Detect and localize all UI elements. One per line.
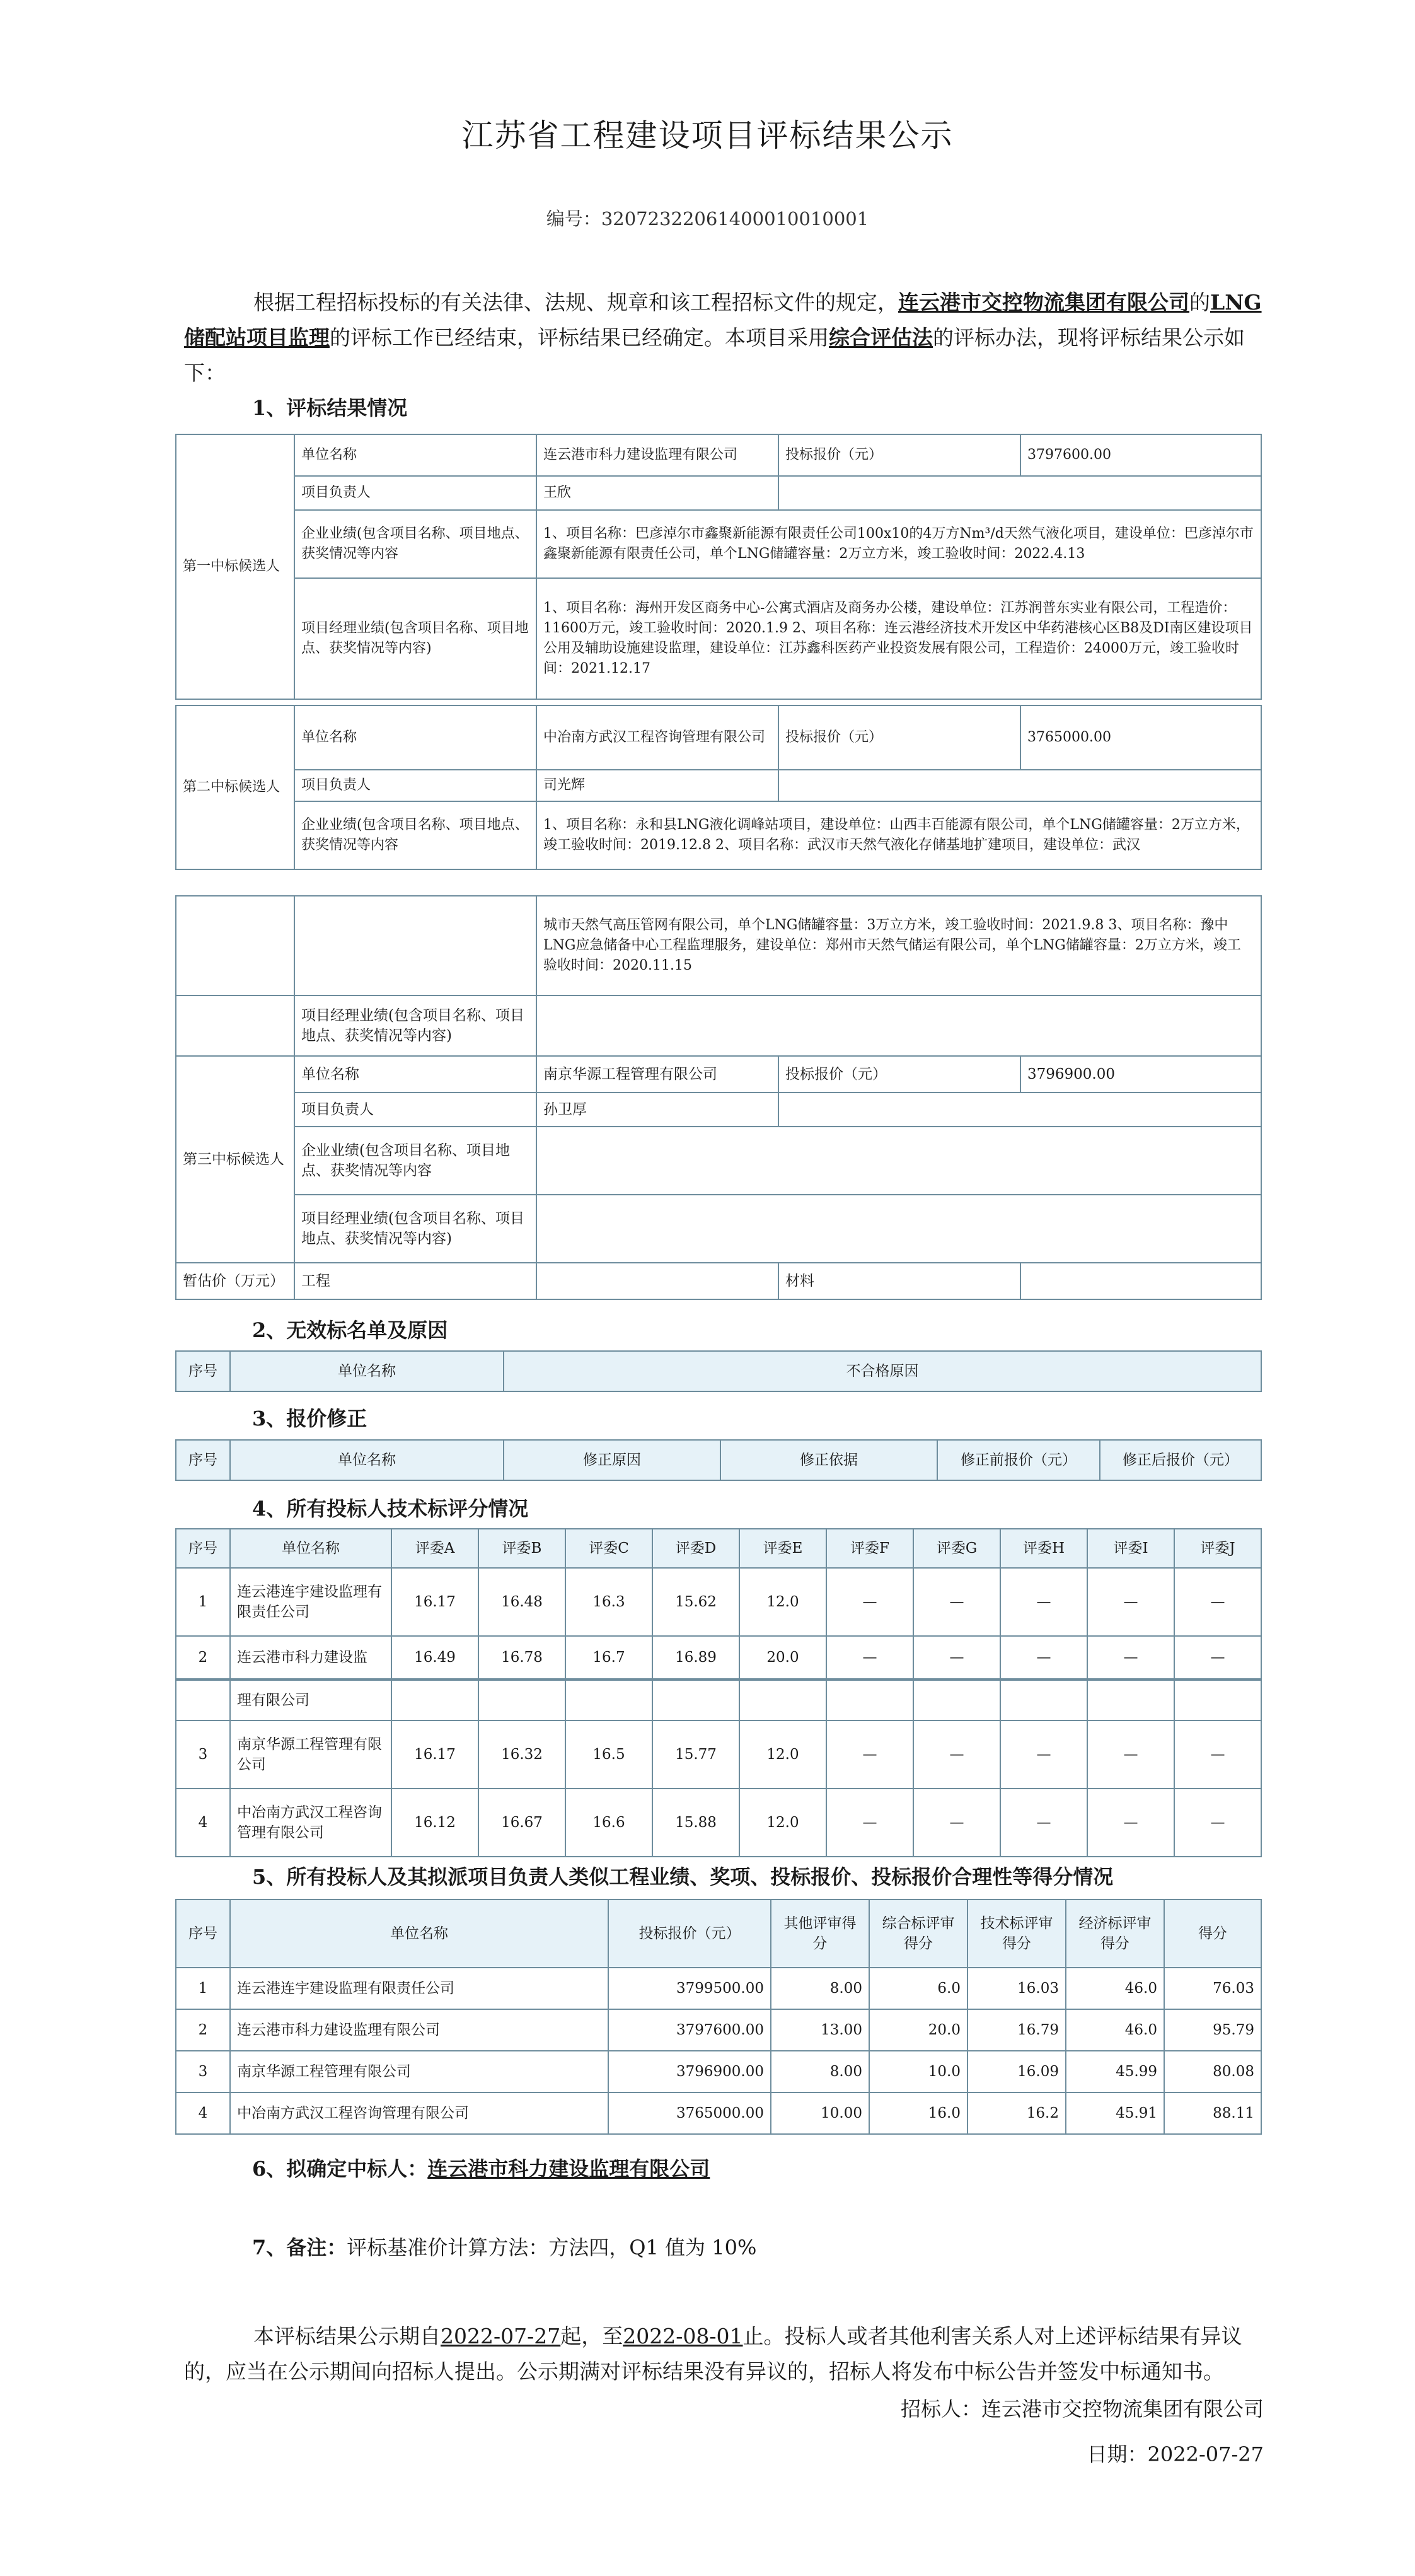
- table-cell: [478, 1680, 565, 1720]
- label-company-perf: 企业业绩(包含项目名称、项目地点、获奖情况等内容: [294, 510, 536, 578]
- table-cell: 3: [176, 1720, 230, 1789]
- table-cell: 3799500.00: [608, 1968, 771, 2009]
- candidate-price: 3797600.00: [1020, 434, 1261, 476]
- column-header: 综合标评审得分: [869, 1900, 967, 1968]
- table-cell: —: [913, 1720, 1000, 1789]
- column-header: 序号: [176, 1529, 230, 1568]
- table-cell: 16.48: [478, 1568, 565, 1636]
- document-code: [0, 205, 1415, 231]
- empty-cell: [778, 1093, 1261, 1127]
- table-cell: 16.6: [565, 1789, 652, 1857]
- table-cell: [739, 1680, 826, 1720]
- table-cell: 16.2: [967, 2092, 1066, 2134]
- table-row: [176, 896, 1261, 995]
- column-header: 不合格原因: [504, 1351, 1261, 1391]
- intro-paragraph: [184, 285, 1268, 391]
- notice-text-3: 止。投标人或者其他利害关系人对上述评标结果有异议的，应当在公示期间向招标人提出。公示期满对评标结果没有异议的，招标人将发布中标公告并签发中标通知书。: [184, 2324, 1242, 2384]
- table-cell: [1087, 1680, 1174, 1720]
- empty-cell: [1020, 1263, 1261, 1299]
- label-project-leader: 项目负责人: [294, 1093, 536, 1127]
- table-header-row: [176, 1529, 1261, 1568]
- candidate-company-perf: [536, 1127, 1261, 1195]
- column-header: 单位名称: [230, 1900, 608, 1968]
- section-2-title: 2、无效标名单及原因: [252, 1318, 448, 1342]
- intro-text-4: 的评标办法，现将评标结果公示如下：: [184, 325, 1245, 385]
- table-cell: 46.0: [1066, 2009, 1164, 2051]
- label-materials: 材料: [778, 1263, 1020, 1299]
- table-cell: —: [1174, 1789, 1261, 1857]
- table-cell: —: [913, 1568, 1000, 1636]
- table-cell: 连云港连宇建设监理有限责任公司: [230, 1968, 608, 2009]
- section-4-title: 4、所有投标人技术标评分情况: [252, 1497, 529, 1521]
- table-cell: 16.49: [391, 1636, 478, 1679]
- intro-text-3: 的评标工作已经结束，评标结果已经确定。本项目采用: [330, 325, 829, 350]
- empty-cell: [294, 896, 536, 995]
- remark-text: 评标基准价计算方法：方法四，Q1 值为 10%: [347, 2236, 757, 2260]
- table-cell: [826, 1680, 913, 1720]
- table-cell: 4: [176, 2092, 230, 2134]
- date-label: 日期：: [1087, 2442, 1148, 2466]
- label-manager-perf: 项目经理业绩(包含项目名称、项目地点、获奖情况等内容): [294, 578, 536, 699]
- table-cell: 连云港市科力建设监理有限公司: [230, 2009, 608, 2051]
- table-row: [176, 1056, 1261, 1093]
- label-company-perf: 企业业绩(包含项目名称、项目地点、获奖情况等内容: [294, 801, 536, 869]
- table-cell: 12.0: [739, 1568, 826, 1636]
- table-cell: [176, 1680, 230, 1720]
- table-cell: 16.3: [565, 1568, 652, 1636]
- column-header: 投标报价（元）: [608, 1900, 771, 1968]
- candidate-company-perf: 1、项目名称：巴彦淖尔市鑫聚新能源有限责任公司100x10的4万方Nm³/d天然气液化项目，建设单位：巴彦淖尔市鑫聚新能源有限责任公司，单个LNG储罐容量：2万立方米，竣工验收时间：2022.4.13: [536, 510, 1261, 578]
- table-cell: [565, 1680, 652, 1720]
- column-header: 评委D: [652, 1529, 739, 1568]
- candidate-leader: 孙卫厚: [536, 1093, 778, 1127]
- table-cell: 12.0: [739, 1720, 826, 1789]
- table-cell: 46.0: [1066, 1968, 1164, 2009]
- label-unit-name: 单位名称: [294, 1056, 536, 1093]
- column-header: 评委B: [478, 1529, 565, 1568]
- section-7-label: 7、备注：: [252, 2236, 347, 2260]
- column-header: 序号: [176, 1900, 230, 1968]
- table-row: [176, 1093, 1261, 1127]
- table-row: [176, 705, 1261, 770]
- table-cell: 13.00: [771, 2009, 869, 2051]
- table-cell: —: [1174, 1568, 1261, 1636]
- label-company-perf: 企业业绩(包含项目名称、项目地点、获奖情况等内容: [294, 1127, 536, 1195]
- table-cell: 16.32: [478, 1720, 565, 1789]
- table-cell: 12.0: [739, 1789, 826, 1857]
- table-cell: 15.88: [652, 1789, 739, 1857]
- winning-bidder: 连云港市科力建设监理有限公司: [427, 2157, 710, 2181]
- table-cell: 连云港市科力建设监: [230, 1636, 391, 1679]
- table-row: [176, 434, 1261, 476]
- table-cell: 16.67: [478, 1789, 565, 1857]
- candidate-unit: 南京华源工程管理有限公司: [536, 1056, 778, 1093]
- column-header: 单位名称: [230, 1440, 504, 1480]
- signature-block: [901, 2386, 1264, 2477]
- table-cell: 6.0: [869, 1968, 967, 2009]
- table-cell: —: [826, 1636, 913, 1679]
- table-row: [176, 770, 1261, 801]
- intro-project: LNG储配站项目监理: [184, 290, 1262, 350]
- page-title: 江苏省工程建设项目评标结果公示: [461, 117, 954, 154]
- table-cell: 南京华源工程管理有限公司: [230, 1720, 391, 1789]
- table-cell: 8.00: [771, 1968, 869, 2009]
- notice-paragraph: [184, 2319, 1268, 2389]
- column-header: 评委G: [913, 1529, 1000, 1568]
- column-header: 序号: [176, 1440, 230, 1480]
- section-5-title: 5、所有投标人及其拟派项目负责人类似工程业绩、奖项、投标报价、投标报价合理性等得分情况: [252, 1865, 1114, 1889]
- table-cell: 连云港连宇建设监理有限责任公司: [230, 1568, 391, 1636]
- table-cell: —: [1000, 1789, 1087, 1857]
- empty-cell: [536, 1263, 778, 1299]
- table-cell: 16.79: [967, 2009, 1066, 2051]
- column-header: 序号: [176, 1351, 230, 1391]
- table-row: [176, 476, 1261, 510]
- evaluation-result-table-second: [175, 705, 1262, 870]
- price-correction-table: [175, 1439, 1262, 1481]
- table-row: [176, 801, 1261, 869]
- table-row: [176, 578, 1261, 699]
- candidate-manager-perf: 1、项目名称：海州开发区商务中心-公寓式酒店及商务办公楼，建设单位：江苏润普东实业有限公司，工程造价：11600万元，竣工验收时间：2020.1.9 2、项目名称：连云港经济技术开发区中华药港核心区B8及DI南区建设项目公用及辅助设施建设监理，建设单位：江苏鑫科医药产业投资发展有限公司，工程造价：24000万元，竣工验收时间：2021.12.17: [536, 578, 1261, 699]
- column-header: 评委J: [1174, 1529, 1261, 1568]
- evaluation-result-table: [175, 434, 1262, 700]
- candidate-manager-perf: [536, 1195, 1261, 1263]
- signature-tenderer: [901, 2386, 1264, 2432]
- table-cell: —: [913, 1789, 1000, 1857]
- table-cell: 80.08: [1164, 2051, 1261, 2092]
- table-cell: 16.78: [478, 1636, 565, 1679]
- column-header: 经济标评审得分: [1066, 1900, 1164, 1968]
- candidate-manager-perf: [536, 995, 1261, 1056]
- table-cell: 3796900.00: [608, 2051, 771, 2092]
- label-engineering: 工程: [294, 1263, 536, 1299]
- table-cell: 2: [176, 1636, 230, 1679]
- label-project-leader: 项目负责人: [294, 770, 536, 801]
- section-6-label: 6、拟确定中标人：: [252, 2157, 428, 2181]
- column-header: 技术标评审得分: [967, 1900, 1066, 1968]
- table-cell: [391, 1680, 478, 1720]
- table-row: [176, 510, 1261, 578]
- table-cell: 45.99: [1066, 2051, 1164, 2092]
- label-manager-perf: 项目经理业绩(包含项目名称、项目地点、获奖情况等内容): [294, 995, 536, 1056]
- date-value: 2022-07-27: [1147, 2442, 1264, 2466]
- intro-text-2: 的: [1189, 290, 1210, 315]
- intro-method: 综合评估法: [829, 325, 933, 350]
- table-cell: 16.0: [869, 2092, 967, 2134]
- table-cell: 20.0: [869, 2009, 967, 2051]
- table-cell: 16.12: [391, 1789, 478, 1857]
- column-header: 修正前报价（元）: [937, 1440, 1100, 1480]
- label-unit-name: 单位名称: [294, 434, 536, 476]
- column-header: 其他评审得分: [771, 1900, 869, 1968]
- table-row: [176, 2051, 1261, 2092]
- empty-cell: [176, 995, 294, 1056]
- table-cell: 1: [176, 1568, 230, 1636]
- table-cell: 76.03: [1164, 1968, 1261, 2009]
- table-cell: 10.0: [869, 2051, 967, 2092]
- table-row: [176, 1636, 1261, 1679]
- label-bid-price: 投标报价（元）: [778, 1056, 1020, 1093]
- table-cell: —: [1087, 1720, 1174, 1789]
- code-value: 32072322061400010010001: [601, 208, 869, 229]
- table-cell: 20.0: [739, 1636, 826, 1679]
- table-cell: —: [826, 1720, 913, 1789]
- table-cell: —: [1087, 1568, 1174, 1636]
- column-header: 评委F: [826, 1529, 913, 1568]
- table-cell: —: [826, 1789, 913, 1857]
- table-row: [176, 1968, 1261, 2009]
- table-cell: 8.00: [771, 2051, 869, 2092]
- code-label: 编号：: [546, 208, 601, 229]
- table-row: [176, 1195, 1261, 1263]
- candidate-company-perf: 1、项目名称：永和县LNG液化调峰站项目，建设单位：山西丰百能源有限公司，单个LNG储罐容量：2万立方米，竣工验收时间：2019.12.8 2、项目名称：武汉市天然气液化存储基地扩建项目，建设单位：武汉: [536, 801, 1261, 869]
- table-cell: 95.79: [1164, 2009, 1261, 2051]
- table-cell: 16.5: [565, 1720, 652, 1789]
- section-6-title: [252, 2153, 710, 2182]
- intro-text-1: 根据工程招标投标的有关法律、法规、规章和该工程招标文件的规定，: [253, 290, 898, 315]
- candidate-price: 3796900.00: [1020, 1056, 1261, 1093]
- label-manager-perf: 项目经理业绩(包含项目名称、项目地点、获奖情况等内容): [294, 1195, 536, 1263]
- section-7-title: [252, 2232, 756, 2261]
- technical-score-table: [175, 1528, 1262, 1680]
- table-cell: 16.7: [565, 1636, 652, 1679]
- tenderer-name: 连云港市交控物流集团有限公司: [981, 2397, 1264, 2421]
- table-cell: 中冶南方武汉工程咨询管理有限公司: [230, 1789, 391, 1857]
- table-row: [176, 1680, 1261, 1720]
- column-header: 评委A: [391, 1529, 478, 1568]
- table-cell: [652, 1680, 739, 1720]
- table-header-row: [176, 1440, 1261, 1480]
- table-cell: 16.09: [967, 2051, 1066, 2092]
- table-cell: 3797600.00: [608, 2009, 771, 2051]
- column-header: 评委E: [739, 1529, 826, 1568]
- evaluation-result-table-continued: [175, 895, 1262, 1300]
- column-header: 修正后报价（元）: [1100, 1440, 1261, 1480]
- table-cell: —: [1000, 1636, 1087, 1679]
- invalid-bid-table: [175, 1350, 1262, 1392]
- table-cell: [1000, 1680, 1087, 1720]
- empty-cell: [778, 476, 1261, 510]
- signature-date: [901, 2432, 1264, 2477]
- notice-end-date: 2022-08-01: [623, 2324, 743, 2348]
- candidate-leader: 王欣: [536, 476, 778, 510]
- table-cell: 88.11: [1164, 2092, 1261, 2134]
- label-unit-name: 单位名称: [294, 705, 536, 770]
- column-header: 评委I: [1087, 1529, 1174, 1568]
- notice-text-2: 起，至: [560, 2324, 623, 2348]
- table-cell: [1174, 1680, 1261, 1720]
- table-cell: 16.17: [391, 1720, 478, 1789]
- table-row: [176, 995, 1261, 1056]
- section-3-title: 3、报价修正: [252, 1407, 367, 1430]
- candidate-leader: 司光辉: [536, 770, 778, 801]
- notice-start-date: 2022-07-27: [441, 2324, 561, 2348]
- candidate-unit: 中冶南方武汉工程咨询管理有限公司: [536, 705, 778, 770]
- candidate-unit: 连云港市科力建设监理有限公司: [536, 434, 778, 476]
- table-cell: 10.00: [771, 2092, 869, 2134]
- technical-score-table-continued: [175, 1680, 1262, 1857]
- table-row: [176, 1127, 1261, 1195]
- column-header: 评委C: [565, 1529, 652, 1568]
- table-cell: 16.17: [391, 1568, 478, 1636]
- table-cell: 1: [176, 1968, 230, 2009]
- table-cell: 16.03: [967, 1968, 1066, 2009]
- column-header: 单位名称: [230, 1351, 504, 1391]
- table-cell: 3: [176, 2051, 230, 2092]
- table-header-row: [176, 1900, 1261, 1968]
- section-1-title: 1、评标结果情况: [252, 396, 408, 420]
- candidate-rank: 第三中标候选人: [176, 1056, 294, 1263]
- table-cell: —: [1174, 1636, 1261, 1679]
- table-row: [176, 1263, 1261, 1299]
- table-cell: 4: [176, 1789, 230, 1857]
- score-table: [175, 1899, 1262, 2135]
- column-header: 得分: [1164, 1900, 1261, 1968]
- table-row: [176, 1789, 1261, 1857]
- empty-cell: [176, 896, 294, 995]
- table-header-row: [176, 1351, 1261, 1391]
- table-cell: —: [1000, 1568, 1087, 1636]
- intro-tenderer: 连云港市交控物流集团有限公司: [898, 290, 1189, 315]
- column-header: 修正原因: [504, 1440, 720, 1480]
- table-cell: —: [1174, 1720, 1261, 1789]
- notice-text-1: 本评标结果公示期自: [253, 2324, 441, 2348]
- table-cell: —: [1087, 1789, 1174, 1857]
- table-cell: —: [826, 1568, 913, 1636]
- candidate-company-perf-cont: 城市天然气高压管网有限公司，单个LNG储罐容量：3万立方米，竣工验收时间：2021.9.8 3、项目名称：豫中LNG应急储备中心工程监理服务，建设单位：郑州市天然气储运有限公司，单个LNG储罐容量：2万立方米，竣工验收时间：2020.11.15: [536, 896, 1261, 995]
- table-row: [176, 2009, 1261, 2051]
- table-cell: —: [1087, 1636, 1174, 1679]
- table-cell: [913, 1680, 1000, 1720]
- label-project-leader: 项目负责人: [294, 476, 536, 510]
- table-cell: 16.89: [652, 1636, 739, 1679]
- table-cell: 南京华源工程管理有限公司: [230, 2051, 608, 2092]
- tenderer-label: 招标人：: [900, 2397, 981, 2421]
- table-cell: —: [1000, 1720, 1087, 1789]
- label-provisional: 暂估价（万元）: [176, 1263, 294, 1299]
- table-cell: 15.77: [652, 1720, 739, 1789]
- table-cell: 理有限公司: [230, 1680, 391, 1720]
- candidate-rank: 第一中标候选人: [176, 434, 294, 699]
- table-row: [176, 2092, 1261, 2134]
- table-cell: 45.91: [1066, 2092, 1164, 2134]
- table-cell: 中冶南方武汉工程咨询管理有限公司: [230, 2092, 608, 2134]
- column-header: 修正依据: [720, 1440, 937, 1480]
- table-cell: 3765000.00: [608, 2092, 771, 2134]
- column-header: 评委H: [1000, 1529, 1087, 1568]
- table-cell: —: [913, 1636, 1000, 1679]
- table-row: [176, 1720, 1261, 1789]
- label-bid-price: 投标报价（元）: [778, 434, 1020, 476]
- label-bid-price: 投标报价（元）: [778, 705, 1020, 770]
- candidate-rank: 第二中标候选人: [176, 705, 294, 869]
- table-cell: 2: [176, 2009, 230, 2051]
- empty-cell: [778, 770, 1261, 801]
- table-row: [176, 1568, 1261, 1636]
- column-header: 单位名称: [230, 1529, 391, 1568]
- table-cell: 15.62: [652, 1568, 739, 1636]
- candidate-price: 3765000.00: [1020, 705, 1261, 770]
